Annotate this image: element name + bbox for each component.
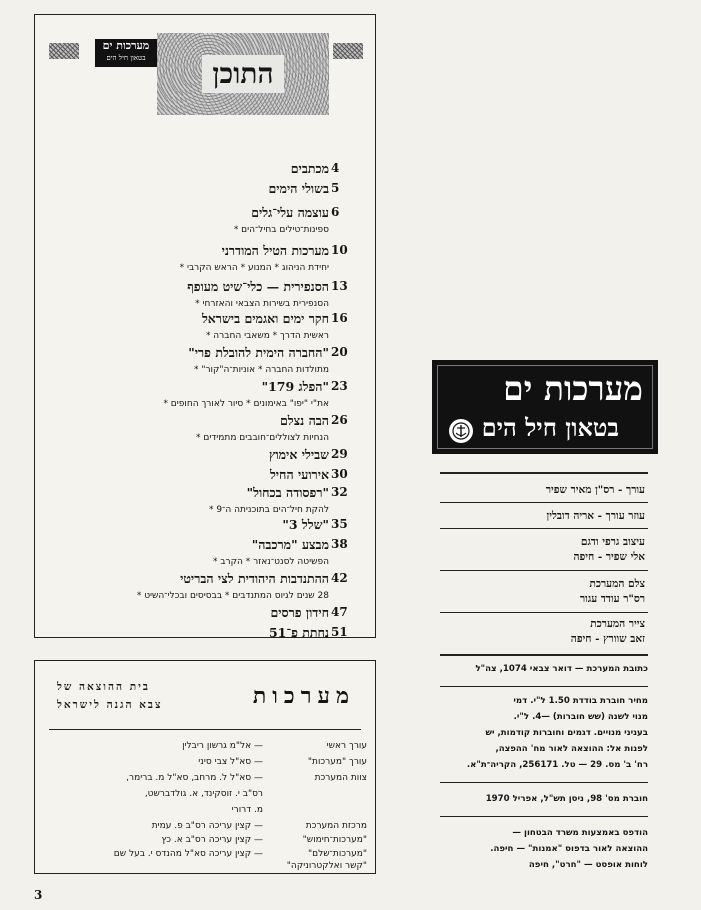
toc-title: מכתבים [290, 161, 329, 176]
navy-emblem-icon [449, 419, 473, 443]
credit-design-name: אלי שפיר - חיפה [573, 551, 645, 563]
print-line: לוחות אופסט — "חרט", חיפה [528, 860, 648, 870]
divider [440, 472, 648, 474]
toc-page-number: 26 [331, 413, 348, 427]
toc-page-number: 23 [331, 379, 348, 393]
staff-role: עורך "מערכות" [307, 757, 367, 767]
print-line: הודפס באמצעות משרד הבטחון — [512, 828, 648, 838]
toc-page-number: 4 [331, 161, 340, 175]
page-number: 3 [34, 888, 43, 902]
publisher-line: בית ההוצאה של [57, 681, 150, 693]
toc-page-number: 10 [331, 243, 348, 257]
toc-page-number: 35 [331, 517, 348, 531]
toc-subtitle: ספינות־טילים בחיל־הים * [233, 225, 329, 235]
staff-name: — קצין עריכה סא"ל מהנדס י. בעל שם [113, 849, 263, 859]
credit-illustrator-name: זאב שוורץ - חיפה [570, 633, 645, 645]
decorative-texture [49, 43, 79, 59]
toc-page-number: 42 [331, 571, 348, 585]
price-line: רח' ב' מס. 29 — טל. 256171, הקריה־ת"א. [466, 760, 648, 770]
toc-subtitle: יחידת הניהוג * המנוע * הראש הקרבי * [179, 263, 329, 273]
toc-page-number: 16 [331, 311, 348, 325]
staff-row [49, 741, 367, 755]
toc-heading: התוכן [202, 55, 283, 93]
price-line: לפנות אל: ההוצאה לאור מח' ההפצה, [495, 744, 648, 754]
toc-title: חקר ימים ואגמים בישראל [201, 311, 329, 326]
toc-subtitle: הפשיטה לסנט־נאזר * הקרב * [212, 557, 329, 567]
toc-page-number: 29 [331, 447, 348, 461]
toc-title: נחתת פ־51 [268, 625, 329, 640]
toc-page-number: 5 [331, 181, 340, 195]
publisher-line: צבא הגנה לישראל [57, 699, 163, 711]
toc-title: שבילי אימוץ [268, 447, 329, 462]
toc-title: "החברה הימית להובלת פרי" [188, 345, 329, 360]
divider [440, 816, 648, 817]
staff-row [49, 821, 367, 835]
credit-assistant-editor: עוזר עורך - אריה דובלין [546, 510, 645, 522]
staff-role: צוות המערכת [314, 773, 367, 783]
toc-page-number: 32 [331, 485, 348, 499]
editorial-address: כתובת המערכת — דואר צבאי 1074, צה"ל [475, 664, 648, 674]
staff-name: — סא"ל צבי סיני [198, 757, 263, 767]
toc-subtitle: הנחיות לצוללים־חובבים מתמידים * [196, 433, 329, 443]
toc-title: ההתנדבות היהודית לצי הבריטי [180, 571, 329, 586]
staff-row [49, 757, 367, 771]
staff-role: מרכזת המערכת [305, 821, 367, 831]
staff-row [49, 805, 367, 819]
staff-row [49, 789, 367, 803]
toc-subtitle: להקת חיל־הים בתוכניתה ה־9 * [209, 505, 329, 515]
toc-title: בשולי הימים [268, 181, 329, 196]
staff-role: "מערכות־שלם" [308, 849, 367, 859]
issue-info: חוברת מס' 98, ניסן תש"ל, אפריל 1970 [485, 794, 648, 804]
divider [440, 528, 648, 529]
masthead [432, 360, 658, 454]
staff-name: — אל"מ גרשון ריבלין [182, 741, 263, 751]
divider [440, 502, 648, 503]
divider [49, 729, 361, 730]
toc-title: "הפלג 179" [261, 379, 329, 394]
toc-title: עוצמה עלי־גלים [251, 205, 329, 220]
print-line: ההוצאה לאור בדפוס "אמנות" — חיפה. [490, 844, 648, 854]
toc-subtitle: 28 שנים לגיוס המתנדבים * בבסיסים ובכלי־השיט * [136, 591, 329, 601]
divider [440, 686, 648, 687]
staff-name: — קצין עריכה רס"ב פ. עמית [151, 821, 263, 831]
divider [440, 612, 648, 613]
staff-role: "מערכות־חימוש" [302, 835, 367, 845]
credit-design-label: עיצוב גרפי ודגם [580, 536, 645, 548]
publisher-box [34, 660, 376, 874]
toc-title: חידון פרסים [270, 605, 329, 620]
staff-row [49, 861, 367, 875]
table-of-contents [34, 14, 376, 638]
staff-row [49, 773, 367, 787]
publisher-title: מערכות [252, 683, 355, 709]
logo-subtitle: בטאון חיל הים [106, 54, 146, 62]
staff-row [49, 835, 367, 849]
toc-page-number: 13 [331, 279, 348, 293]
staff-name: מ. דרורי [231, 805, 263, 815]
divider [440, 782, 648, 783]
divider [440, 654, 648, 656]
divider [440, 570, 648, 571]
price-line: בעניני מנויים. דגמים וחוברות קודמות, יש [485, 728, 648, 738]
staff-role: עורך ראשי [326, 741, 367, 751]
decorative-texture [333, 43, 363, 59]
toc-title: הסנפירית — כלי־שיט מעופף [187, 279, 329, 294]
credit-illustrator-label: צייר המערכת [590, 618, 645, 630]
toc-page-number: 51 [331, 625, 348, 639]
staff-role: "קשר ואלקטרוניקה" [286, 861, 367, 871]
masthead-subtitle: בטאון חיל הים [481, 413, 619, 442]
magazine-logo [95, 39, 157, 67]
price-line: מחיר חוברת בודדת 1.50 ל"י. דמי [513, 696, 648, 706]
toc-title: הבה נצלם [279, 413, 329, 428]
credit-editor: עורך - רס"ן מאיר שפיר [545, 484, 645, 496]
staff-name: — קצין עריכה רס"ב א. כץ [161, 835, 263, 845]
toc-page-number: 30 [331, 467, 348, 481]
toc-subtitle: את"י "יפו" באימונים * סיור לאורך החופים * [163, 399, 329, 409]
toc-title: "שלל 3" [282, 517, 329, 532]
toc-title: אירועי החיל [269, 467, 329, 482]
toc-subtitle: מתולדות החברה * אוניות־ה"קור" * [193, 365, 329, 375]
price-line: מנוי לשנה (שש חוברות) —4. ל"י. [513, 712, 648, 722]
credit-photographer-label: צלם המערכת [589, 578, 645, 590]
toc-title: "רפסודה בכחול" [246, 485, 329, 500]
toc-page-number: 20 [331, 345, 348, 359]
toc-title: מערכות הטיל המודרני [221, 243, 329, 258]
toc-title: מבצע "מרכבה" [251, 537, 329, 552]
staff-name: רס"ב י. זוסקינד, א. גולדברשט, [144, 789, 263, 799]
toc-page-number: 6 [331, 205, 340, 219]
staff-name: — סא"ל ל. מרחב, סא"ל מ. ברימר, [126, 773, 263, 783]
toc-subtitle: הסנפירית בשירות הצבאי והאזרחי * [195, 299, 329, 309]
logo-title: מערכות ים [102, 39, 150, 52]
masthead-title: מערכות ים [503, 369, 643, 408]
toc-heading-panel [157, 33, 329, 115]
toc-page-number: 38 [331, 537, 348, 551]
toc-subtitle: ראשית הדרך * משאבי החברה * [205, 331, 329, 341]
credit-photographer-name: רס"ר עודד עגור [579, 593, 645, 605]
toc-page-number: 47 [331, 605, 348, 619]
